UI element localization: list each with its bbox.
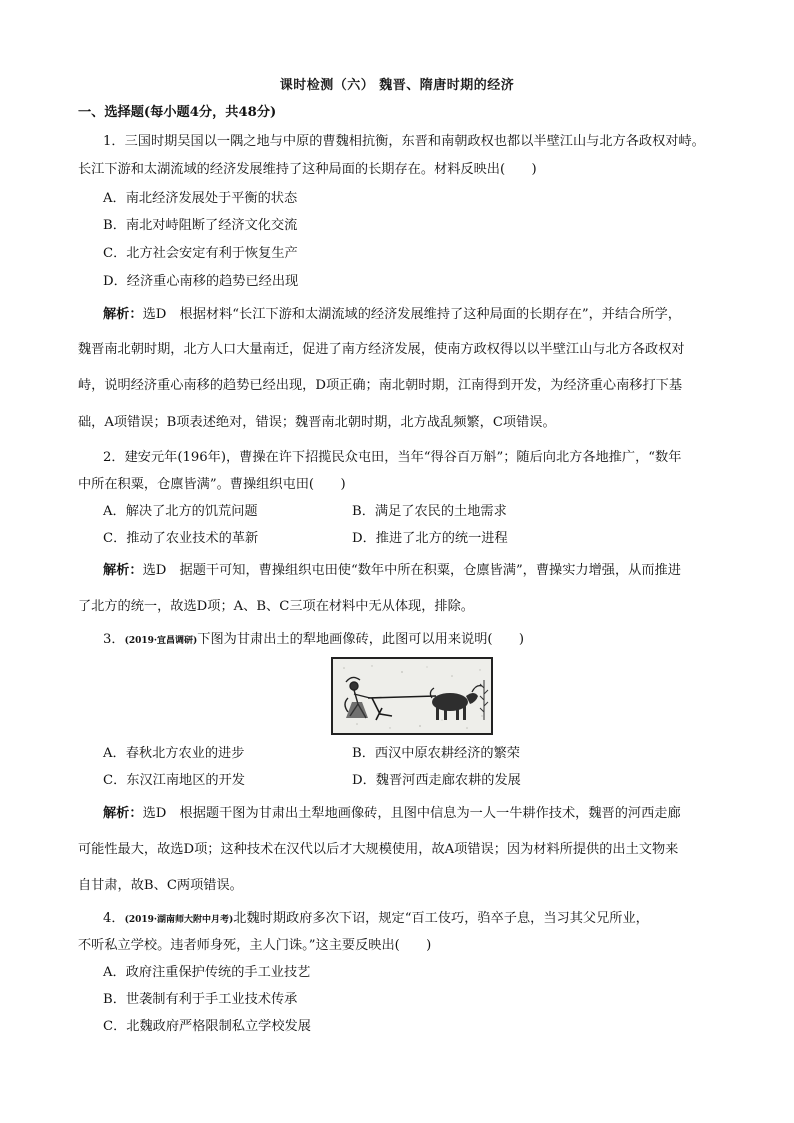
section-heading: 一、选择题(每小题4分，共48分) bbox=[78, 105, 277, 120]
q1-analysis-line3: 峙，说明经济重心南移的趋势已经出现，D项正确；南北朝时期，江南得到开发，为经济重心南移打下基 bbox=[78, 378, 683, 393]
q3-option-b: B．西汉中原农耕经济的繁荣 bbox=[352, 746, 520, 761]
q1-analysis-label: 解析： bbox=[103, 307, 143, 322]
q4-option-c: C．北魏政府严格限制私立学校发展 bbox=[103, 1019, 311, 1034]
plowing-brick-image bbox=[331, 657, 493, 735]
q3-option-c: C．东汉江南地区的开发 bbox=[103, 773, 245, 788]
q4-stem-line2: 不听私立学校。违者师身死，主人门诛。”这主要反映出( ) bbox=[78, 938, 432, 953]
q3-stem-text: 下图为甘肃出土的犁地画像砖，此图可以用来说明( ) bbox=[197, 632, 525, 647]
page-title: 课时检测（六） 魏晋、隋唐时期的经济 bbox=[279, 78, 515, 93]
q4-source: (2019·湖南师大附中月考) bbox=[124, 915, 234, 925]
q1-stem-line2: 长江下游和太湖流域的经济发展维持了这种局面的长期存在。材料反映出( ) bbox=[78, 162, 537, 177]
q2-analysis-line2: 了北方的统一，故选D项；A、B、C三项在材料中无从体现，排除。 bbox=[78, 599, 474, 614]
q3-source: (2019·宜昌调研) bbox=[124, 636, 198, 646]
q1-option-b: B．南北对峙阻断了经济文化交流 bbox=[103, 218, 298, 233]
q3-option-d: D．魏晋河西走廊农耕的发展 bbox=[352, 773, 521, 788]
q1-option-a: A．南北经济发展处于平衡的状态 bbox=[103, 191, 298, 206]
q2-analysis-text1: 选D 据题干可知，曹操组织屯田使“数年中所在积粟，仓廪皆满”，曹操实力增强，从而推进 bbox=[142, 563, 681, 578]
q3-analysis-line1 bbox=[103, 805, 753, 823]
q4-stem-text: 北魏时期政府多次下诏，规定“百工伎巧，驺卒子息，当习其父兄所业， bbox=[233, 911, 649, 926]
q2-option-c: C．推动了农业技术的革新 bbox=[103, 531, 259, 546]
q1-analysis-line4: 础，A项错误；B项表述绝对，错误；魏晋南北朝时期，北方战乱频繁，C项错误。 bbox=[78, 415, 556, 430]
q4-stem bbox=[103, 910, 753, 929]
q2-analysis-label: 解析： bbox=[103, 563, 143, 578]
q4-number: 4． bbox=[103, 911, 125, 926]
q1-stem-line1: 1．三国时期吴国以一隅之地与中原的曹魏相抗衡，东晋和南朝政权也都以半壁江山与北方各政权对峙。 bbox=[103, 134, 705, 149]
q1-option-c: C．北方社会安定有利于恢复生产 bbox=[103, 246, 298, 261]
q3-analysis-line3: 自甘肃，故B、C两项错误。 bbox=[78, 878, 243, 893]
q2-option-d: D．推进了北方的统一进程 bbox=[352, 531, 508, 546]
plowing-brick-drawing bbox=[332, 658, 492, 734]
q2-analysis-line1 bbox=[103, 562, 753, 580]
q2-stem-line2: 中所在积粟，仓廪皆满”。曹操组织屯田( ) bbox=[78, 477, 346, 492]
q4-option-b: B．世袭制有利于手工业技术传承 bbox=[103, 992, 298, 1007]
q1-analysis-line2: 魏晋南北朝时期，北方人口大量南迁，促进了南方经济发展，使南方政权得以以半壁江山与北方各政权对 bbox=[78, 342, 685, 357]
q1-analysis-line1 bbox=[103, 306, 753, 324]
q3-number: 3． bbox=[103, 632, 125, 647]
q3-analysis-text1: 选D 根据题干图为甘肃出土犁地画像砖，且图中信息为一人一牛耕作技术，魏晋的河西走廊 bbox=[142, 806, 681, 821]
q1-option-d: D．经济重心南移的趋势已经出现 bbox=[103, 274, 299, 289]
q3-stem bbox=[103, 631, 753, 650]
q3-analysis-line2: 可能性最大，故选D项；这种技术在汉代以后才大规模使用，故A项错误；因为材料所提供的出土文物来 bbox=[78, 842, 679, 857]
q3-analysis-label: 解析： bbox=[103, 806, 143, 821]
q1-analysis-text1: 选D 根据材料“长江下游和太湖流域的经济发展维持了这种局面的长期存在”，并结合所学， bbox=[142, 307, 681, 322]
q3-option-a: A．春秋北方农业的进步 bbox=[103, 746, 245, 761]
q4-option-a: A．政府注重保护传统的手工业技艺 bbox=[103, 965, 311, 980]
q2-option-a: A．解决了北方的饥荒问题 bbox=[103, 504, 258, 519]
q2-stem-line1: 2．建安元年(196年)，曹操在许下招揽民众屯田，当年“得谷百万斛”；随后向北方各地推广，“数年 bbox=[103, 450, 682, 465]
q2-option-b: B．满足了农民的土地需求 bbox=[352, 504, 507, 519]
